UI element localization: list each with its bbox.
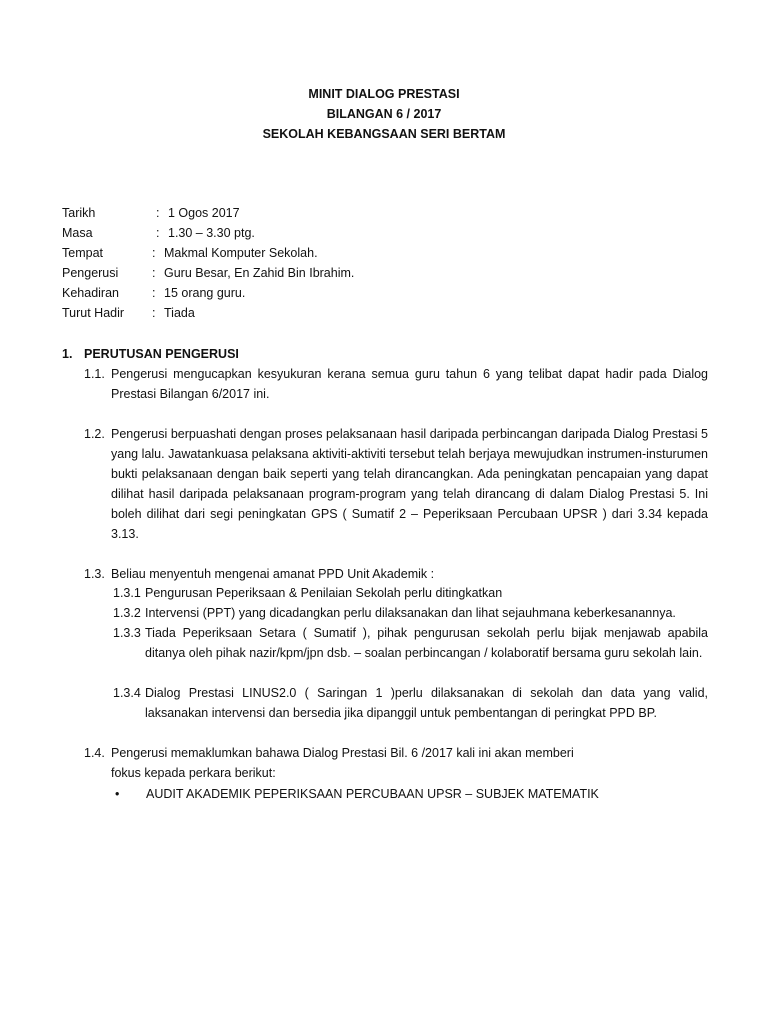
subitem-text: Dialog Prestasi LINUS2.0 ( Saringan 1 )perlu dilaksanakan di sekolah dan data yang valid, laksanakan intervensi dan bersedia jika dipanggil untuk pembentangan di peringkat PPD BP. [145, 686, 708, 720]
subitem-1-3-1 [113, 583, 708, 603]
subitem-1-3-4 [113, 683, 708, 723]
subitem-number: 1.3.3 [113, 626, 141, 640]
meta-colon: : [156, 226, 160, 240]
meta-label: Masa [62, 226, 93, 240]
meta-value: Tiada [164, 306, 195, 320]
meta-label: Tarikh [62, 206, 96, 220]
subitem-text: Tiada Peperiksaan Setara ( Sumatif ), pihak pengurusan sekolah perlu bijak menjawab apabila ditanya oleh pihak nazir/kpm/jpn dsb. – soalan perbincangan / kolaboratif bersama guru sekolah lain. [145, 626, 708, 660]
item-text: Pengerusi berpuashati dengan proses pelaksanaan hasil daripada perbincangan daripada Dialog Prestasi 5 yang lalu. Jawatankuasa pelaksana aktiviti-aktiviti tersebut telah berjaya mewujudkan instrumen-insturumen bukti pelaksanaan dengan baik seperti yang telah dirancangkan. Ada peningkatan pencapaian yang dapat dilihat hasil daripada pelaksanaan program-program yang telah dirancang di dalam Dialog Prestasi 5. Ini boleh dilihat dari segi peningkatan GPS ( Sumatif 2 – Peperiksaan Percubaan UPSR ) dari 3.34 kepada 3.13. [111, 427, 708, 541]
doc-number: BILANGAN 6 / 2017 [326, 107, 442, 121]
item-number: 1.2. [84, 427, 105, 441]
section-title: PERUTUSAN PENGERUSI [84, 347, 239, 361]
subitem-text: Pengurusan Peperiksaan & Penilaian Sekolah perlu ditingkatkan [145, 586, 503, 600]
item-1-1 [84, 364, 708, 404]
item-text: Pengerusi memaklumkan bahawa Dialog Prestasi Bil. 6 /2017 kali ini akan memberi fokus kepada perkara berikut: [111, 746, 574, 780]
subitem-1-3-3 [113, 623, 708, 663]
subitem-1-3-2 [113, 603, 708, 623]
subitem-number: 1.3.2 [113, 606, 141, 620]
section-number: 1. [62, 347, 73, 361]
item-number: 1.4. [84, 746, 105, 760]
meta-colon: : [152, 306, 156, 320]
subitem-number: 1.3.1 [113, 586, 141, 600]
bullet-icon: • [115, 787, 120, 801]
item-1-4 [84, 743, 604, 783]
meta-colon: : [152, 266, 156, 280]
meta-colon: : [152, 246, 156, 260]
bullet-text: AUDIT AKADEMIK PEPERIKSAAN PERCUBAAN UPSR – SUBJEK MATEMATIK [146, 787, 599, 801]
meta-value: 1 Ogos 2017 [168, 206, 240, 220]
meta-value: 1.30 – 3.30 ptg. [168, 226, 255, 240]
item-1-3 [84, 564, 708, 584]
item-text: Pengerusi mengucapkan kesyukuran kerana semua guru tahun 6 yang telibat dapat hadir pada Dialog Prestasi Bilangan 6/2017 ini. [111, 367, 708, 401]
meta-label: Kehadiran [62, 286, 119, 300]
subitem-number: 1.3.4 [113, 686, 141, 700]
doc-title: MINIT DIALOG PRESTASI [308, 87, 460, 101]
item-number: 1.3. [84, 567, 105, 581]
meta-value: Guru Besar, En Zahid Bin Ibrahim. [164, 266, 355, 280]
meta-value: Makmal Komputer Sekolah. [164, 246, 318, 260]
meta-colon: : [152, 286, 156, 300]
item-number: 1.1. [84, 367, 105, 381]
subitem-text: Intervensi (PPT) yang dicadangkan perlu dilaksanakan dan lihat sejauhmana keberkesanannya. [145, 606, 676, 620]
meta-label: Turut Hadir [62, 306, 125, 320]
meta-value: 15 orang guru. [164, 286, 246, 300]
item-1-2 [84, 424, 708, 544]
meta-colon: : [156, 206, 160, 220]
meta-label: Tempat [62, 246, 103, 260]
meta-label: Pengerusi [62, 266, 119, 280]
doc-school: SEKOLAH KEBANGSAAN SERI BERTAM [262, 127, 506, 141]
item-text: Beliau menyentuh mengenai amanat PPD Unit Akademik : [111, 567, 435, 581]
